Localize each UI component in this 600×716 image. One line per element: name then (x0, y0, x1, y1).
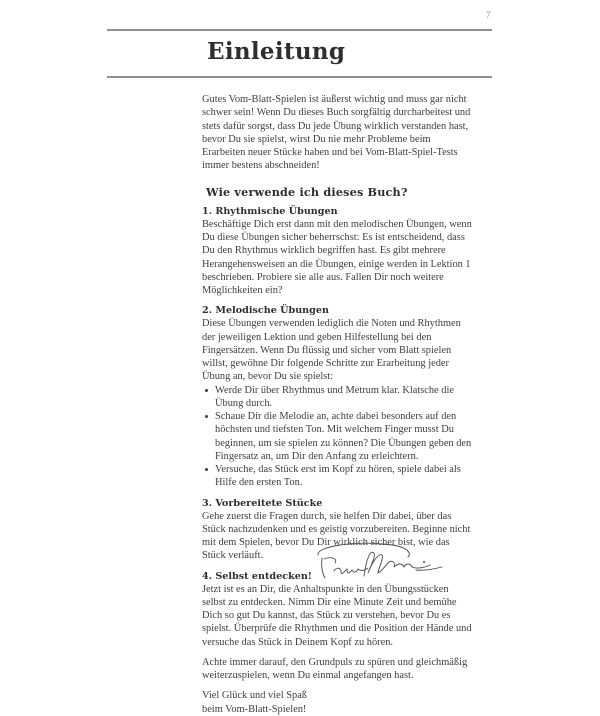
page-number: 7 (486, 10, 491, 20)
closing-paragraph: Achte immer darauf, den Grundpuls zu spüren und gleichmäßig weiterzuspielen, wenn Du einmal angefangen hast. (202, 656, 468, 681)
intro-paragraph: Gutes Vom-Blatt-Spielen ist äußerst wichtig und muss gar nicht schwer sein! Wenn Du dieses Buch sorgfältig durcharbeitest und stets dafür sorgst, dass Du jede Übung wirklich verstanden hast, bevor Du sie spielst, wirst Du nie mehr Probleme beim Erarbeiten neuer Stücke haben und bei Vom-Blatt-Spiel-Tests immer bestens abschneiden! (202, 94, 471, 172)
list-item-text: Werde Dir über Rhythmus und Metrum klar. Klatsche die Übung durch. (215, 384, 454, 409)
section-heading: 3. Vorbereitete Stücke (202, 497, 323, 509)
section-heading: 4. Selbst entdecken! (202, 570, 313, 582)
section-body: Beschäftige Dich erst dann mit den melodischen Übungen, wenn Du diese Übungen sicher beherrschst: Es ist entscheidend, dass Du den Rhythmus wirklich begriffen hast. Es gibt mehrere Herangehensweisen an die Übungen, einige werden in Lektion 1 beschrieben. Probiere sie alle aus. Fallen Dir noch weitere Möglichkeiten ein? (202, 218, 472, 296)
bullet-icon (205, 389, 208, 392)
bullet-icon (205, 415, 208, 418)
section-body: Gehe zuerst die Fragen durch, sie helfen Dir dabei, über das Stück nachzudenken und es geistig vorzubereiten. Beginne nicht mit dem Spielen, bevor Du Dir wirklich sicher bist, wie das Stück verläuft. (202, 510, 471, 562)
signoff-text: Viel Glück und viel Spaß beim Vom-Blatt-Spielen! (202, 690, 307, 715)
list-item (202, 384, 474, 411)
list-item-text: Versuche, das Stück erst im Kopf zu hören, spiele dabei als Hilfe den ersten Ton. (215, 464, 461, 489)
section-body: Diese Übungen verwenden lediglich die Noten und Rhythmen der jeweiligen Lektion und geben Hilfestellung bei den Fingersätzen. Wenn Du flüssig und sicher vom Blatt spielen willst, gewöhne Dir folgende Schritte zur Erarbeitung jeder Übung an, bevor Du sie spielst: (202, 318, 461, 383)
bottom-rule (107, 76, 492, 78)
section-heading: 2. Melodische Übungen (202, 305, 329, 317)
top-rule (107, 29, 492, 31)
section-heading: 1. Rhythmische Übungen (202, 205, 338, 217)
section-melodic-exercises (202, 304, 474, 489)
signature-icon (312, 541, 447, 583)
body-content (202, 93, 474, 716)
section-rhythmic-exercises (202, 205, 474, 298)
list-item-text: Schaue Dir die Melodie an, achte dabei besonders auf den höchsten und tiefsten Ton. Mit welchem Finger musst Du beginnen, um sie spielen zu können? Die Übungen geben den Fingersatz an, um Dir den Anfang zu erleichtern. (215, 411, 472, 462)
page-title: Einleitung (207, 38, 346, 65)
list-item (202, 410, 474, 463)
bullet-icon (205, 468, 208, 471)
section-body: Jetzt ist es an Dir, die Anhaltspunkte in den Übungsstücken selbst zu entdecken. Nimm Dir eine Minute Zeit und bemühe Dich so gut Du kannst, das Stück zu verstehen, bevor Du es spielst. Überprüfe die Rhythmen und die Position der Hände und versuche das Stück in Deinem Kopf zu hören. (202, 583, 472, 648)
main-heading: Wie verwende ich dieses Buch? (206, 184, 408, 199)
steps-list (202, 384, 474, 490)
list-item (202, 463, 474, 490)
